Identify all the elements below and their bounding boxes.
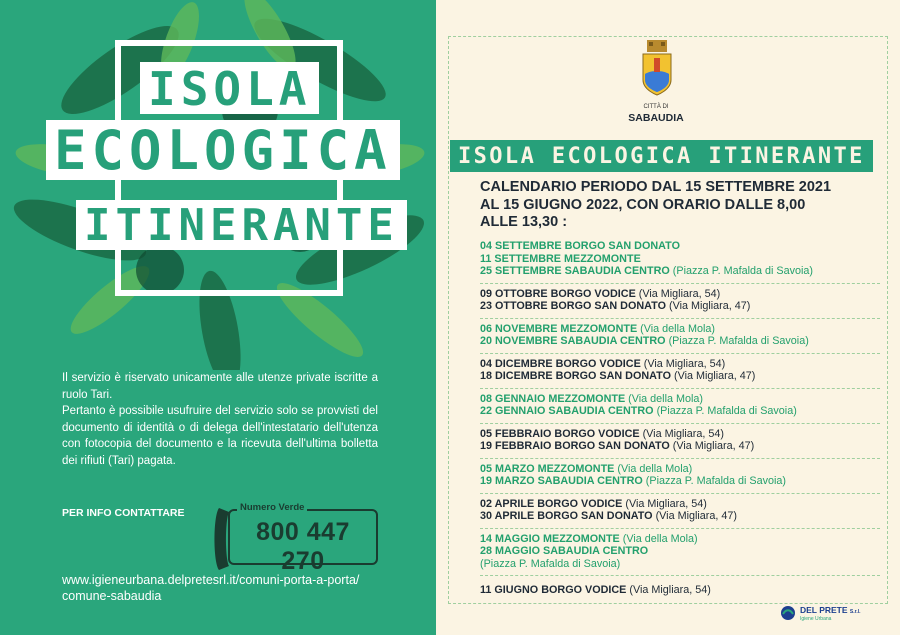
schedule-group <box>480 531 880 577</box>
schedule-group <box>480 461 880 494</box>
logo-suffix: S.r.l. <box>849 609 861 615</box>
schedule-entry <box>480 358 880 371</box>
main-title <box>0 62 436 256</box>
entry-date-place: 05 FEBBRAIO BORGO VODICE <box>480 427 640 440</box>
schedule-list <box>480 238 880 578</box>
entry-date-place: 05 MARZO MEZZOMONTE <box>480 462 615 475</box>
schedule-entry <box>480 335 880 348</box>
entry-date-place: 02 APRILE BORGO VODICE <box>480 497 623 510</box>
schedule-entry <box>480 405 880 418</box>
entry-location: (Via Migliara, 54) <box>643 357 726 370</box>
entry-location: (Piazza P. Mafalda di Savoia) <box>480 557 621 570</box>
phone-label: Numero Verde <box>237 502 307 513</box>
entry-location: (Piazza P. Mafalda di Savoia) <box>668 335 809 347</box>
schedule-entry <box>480 288 880 301</box>
entry-date-place: 30 APRILE BORGO SAN DONATO <box>480 510 653 522</box>
schedule-entry <box>480 545 880 558</box>
entry-location: (Piazza P. Mafalda di Savoia) <box>672 265 813 277</box>
del-prete-logo-icon <box>780 605 796 621</box>
schedule-entry <box>480 265 880 278</box>
del-prete-logo-text <box>800 605 860 615</box>
title-line-isola: ISOLA <box>140 62 319 114</box>
entry-date-place: 14 MAGGIO MEZZOMONTE <box>480 532 620 545</box>
calendar-heading-line-3: ALLE 13,30 : <box>480 214 568 230</box>
schedule-group <box>480 238 880 284</box>
schedule-group <box>480 356 880 389</box>
logo-tagline: Igiene Urbana <box>800 616 832 622</box>
entry-date-place: 22 GENNAIO SABAUDIA CENTRO <box>480 405 654 417</box>
title-line-ecologica: ECOLOGICA <box>46 120 400 180</box>
entry-date-place: 28 MAGGIO SABAUDIA CENTRO <box>480 545 649 557</box>
schedule-group <box>480 496 880 529</box>
intro-paragraph-1: Il servizio è riservato unicamente alle utenze private iscritte a ruolo Tari. <box>62 372 378 401</box>
intro-paragraph-2: Pertanto è possibile usufruire del servizio solo se provvisti del documento di identità o di delega dell'intestatario dell'utenza con fotocopia del documento e la ricevuta dell'ultima bolletta dei rifiuti (Tari) pagata. <box>62 405 378 467</box>
schedule-group <box>480 286 880 319</box>
entry-date-place: 09 OTTOBRE BORGO VODICE <box>480 287 636 300</box>
schedule-entry <box>480 323 880 336</box>
right-panel <box>436 0 900 635</box>
schedule-entry <box>480 463 880 476</box>
entry-date-place: 04 SETTEMBRE BORGO SAN DONATO <box>480 240 680 252</box>
entry-date-place: 19 FEBBRAIO BORGO SAN DONATO <box>480 440 670 452</box>
entry-location: (Via Migliara, 54) <box>638 287 721 300</box>
schedule-entry <box>480 240 880 253</box>
calendar-heading-line-1: CALENDARIO PERIODO DAL 15 SETTEMBRE 2021 <box>480 179 832 195</box>
entry-location: (Via Migliara, 54) <box>625 497 707 510</box>
entry-location: (Via Migliara, 47) <box>668 300 751 312</box>
schedule-entry <box>480 558 880 571</box>
city-crest-icon <box>639 40 675 96</box>
schedule-entry <box>480 253 880 266</box>
schedule-entry <box>480 510 880 523</box>
entry-location: (Via Migliara, 47) <box>673 370 756 382</box>
entry-location: (Via della Mola) <box>628 392 703 405</box>
website-link[interactable] <box>62 572 432 604</box>
entry-date-place: 06 NOVEMBRE MEZZOMONTE <box>480 322 638 335</box>
schedule-entry-last <box>480 584 711 596</box>
entry-date-place: 04 DICEMBRE BORGO VODICE <box>480 357 641 370</box>
entry-location: (Via Migliara, 54) <box>642 427 724 440</box>
entry-date-place: 18 DICEMBRE BORGO SAN DONATO <box>480 370 671 382</box>
left-panel <box>0 0 436 635</box>
entry-date-place: 19 MARZO SABAUDIA CENTRO <box>480 475 643 487</box>
title-line-itinerante: ITINERANTE <box>76 200 407 250</box>
entry-location: (Via Migliara, 47) <box>655 510 737 522</box>
entry-location: (Via della Mola) <box>617 462 693 475</box>
service-description <box>62 370 378 469</box>
website-line-1: www.igieneurbana.delpretesrl.it/comuni-porta-a-porta/ <box>62 573 360 587</box>
website-line-2: comune-sabaudia <box>62 589 162 603</box>
entry-date-place: 23 OTTOBRE BORGO SAN DONATO <box>480 300 666 312</box>
schedule-entry <box>480 533 880 546</box>
schedule-group <box>480 391 880 424</box>
entry-location: (Via Migliara, 47) <box>672 440 755 452</box>
city-label-small: CITTÀ DI <box>643 104 669 110</box>
schedule-group <box>480 321 880 354</box>
schedule-entry <box>480 428 880 441</box>
entry-date-place: 25 SETTEMBRE SABAUDIA CENTRO <box>480 265 670 277</box>
entry-location: (Via della Mola) <box>640 322 715 335</box>
schedule-entry <box>480 498 880 511</box>
entry-date-place: 11 GIUGNO BORGO VODICE <box>480 584 627 596</box>
entry-location: (Via Migliara, 54) <box>629 584 711 596</box>
calendar-heading <box>480 179 860 232</box>
logo-name: DEL PRETE <box>800 605 848 615</box>
entry-date-place: 20 NOVEMBRE SABAUDIA CENTRO <box>480 335 666 347</box>
schedule-title: ISOLA ECOLOGICA ITINERANTE <box>450 140 873 172</box>
calendar-heading-line-2: AL 15 GIUGNO 2022, CON ORARIO DALLE 8,00 <box>480 196 806 213</box>
entry-location: (Via della Mola) <box>622 532 698 545</box>
schedule-entry <box>480 300 880 313</box>
entry-location: (Piazza P. Mafalda di Savoia) <box>645 475 786 487</box>
info-contact-label: PER INFO CONTATTARE <box>62 507 185 519</box>
phone-number[interactable]: 800 447 270 <box>256 518 350 575</box>
entry-date-place: 08 GENNAIO MEZZOMONTE <box>480 392 626 405</box>
entry-location: (Piazza P. Mafalda di Savoia) <box>656 405 797 417</box>
schedule-group <box>480 426 880 459</box>
city-name: SABAUDIA <box>628 112 684 124</box>
entry-date-place: 11 SETTEMBRE MEZZOMONTE <box>480 252 641 265</box>
schedule-entry <box>480 440 880 453</box>
del-prete-logo <box>780 603 880 627</box>
schedule-entry <box>480 370 880 383</box>
schedule-entry <box>480 475 880 488</box>
schedule-entry <box>480 393 880 406</box>
